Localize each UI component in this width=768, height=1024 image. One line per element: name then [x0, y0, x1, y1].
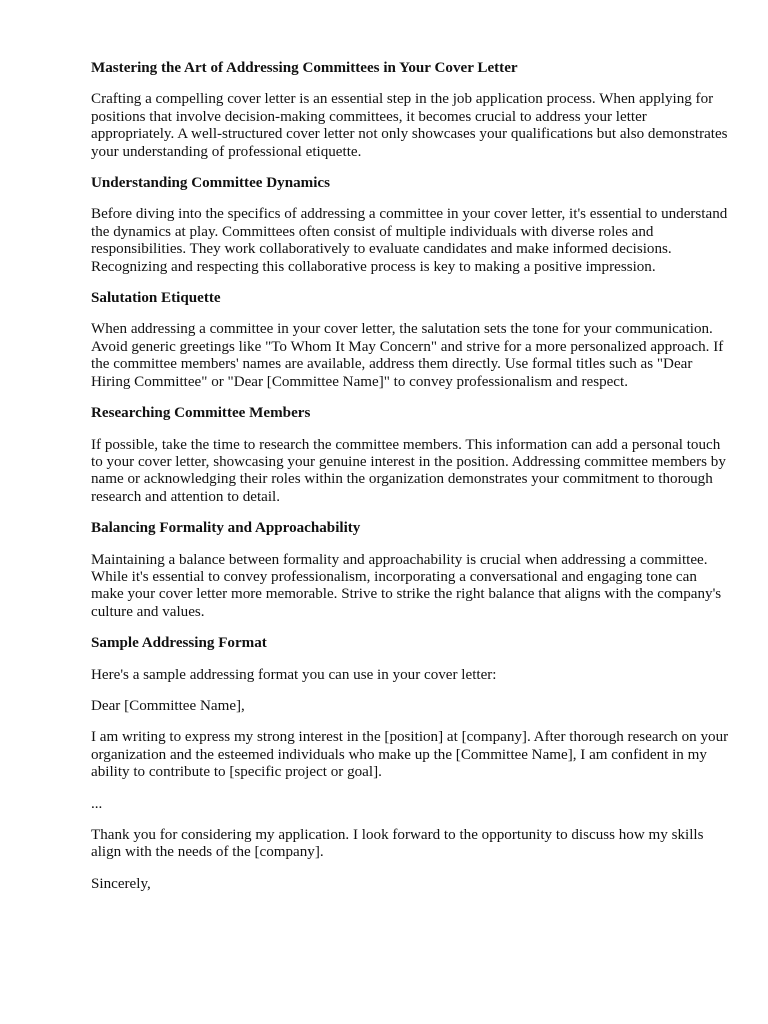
section-heading-sample-format: Sample Addressing Format [91, 635, 267, 652]
section-body-sample-format: Here's a sample addressing format you can use in your cover letter: [91, 666, 497, 683]
sample-ellipsis: ... [91, 795, 103, 812]
section-body-balancing-formality: Maintaining a balance between formality and approachability is crucial when addressing a committee. While it's essential to convey professionalism, incorporating a conversational and engaging tone can make your cover letter more memorable. Strive to strike the right balance that aligns with the company's culture and values. [91, 551, 722, 620]
sample-closing-paragraph: Thank you for considering my application. I look forward to the opportunity to discuss how my skills align with the needs of the [company]. [91, 827, 704, 861]
intro-paragraph: Crafting a compelling cover letter is an essential step in the job application process. When applying for positions that involve decision-making committees, it becomes crucial to address your letter appropriately. A well-structured cover letter not only showcases your qualifications but also demonstrates your understanding of professional etiquette. [91, 91, 728, 160]
section-body-committee-dynamics: Before diving into the specifics of addressing a committee in your cover letter, it's essential to understand the dynamics at play. Committees often consist of multiple individuals with diverse roles and responsibilities. They work collaboratively to evaluate candidates and make informed decisions. Recognizing and respecting this collaborative process is key to making a positive impression. [91, 206, 728, 275]
sample-signoff: Sincerely, [91, 875, 151, 892]
document-title: Mastering the Art of Addressing Committees in Your Cover Letter [91, 60, 518, 76]
section-heading-balancing-formality: Balancing Formality and Approachability [91, 520, 361, 537]
section-heading-researching-members: Researching Committee Members [91, 405, 311, 422]
section-body-salutation-etiquette: When addressing a committee in your cover letter, the salutation sets the tone for your communication. Avoid generic greetings like "To Whom It May Concern" and strive for a more personalized approach. If the committee members' names are available, address them directly. Use formal titles such as "Dear Hiring Committee" or "Dear [Committee Name]" to convey professionalism and respect. [91, 321, 724, 390]
section-heading-salutation-etiquette: Salutation Etiquette [91, 290, 221, 307]
section-body-researching-members: If possible, take the time to research the committee members. This information can add a personal touch to your cover letter, showcasing your genuine interest in the position. Addressing committee members by name or acknowledging their roles within the organization demonstrates your commitment to thorough research and attention to detail. [91, 436, 726, 505]
section-heading-committee-dynamics: Understanding Committee Dynamics [91, 175, 330, 192]
document-page [91, 60, 731, 907]
sample-salutation: Dear [Committee Name], [91, 697, 245, 714]
sample-paragraph: I am writing to express my strong interest in the [position] at [company]. After thorough research on your organization and the esteemed individuals who make up the [Committee Name], I am confident in my ability to contribute to [specific project or goal]. [91, 729, 729, 781]
